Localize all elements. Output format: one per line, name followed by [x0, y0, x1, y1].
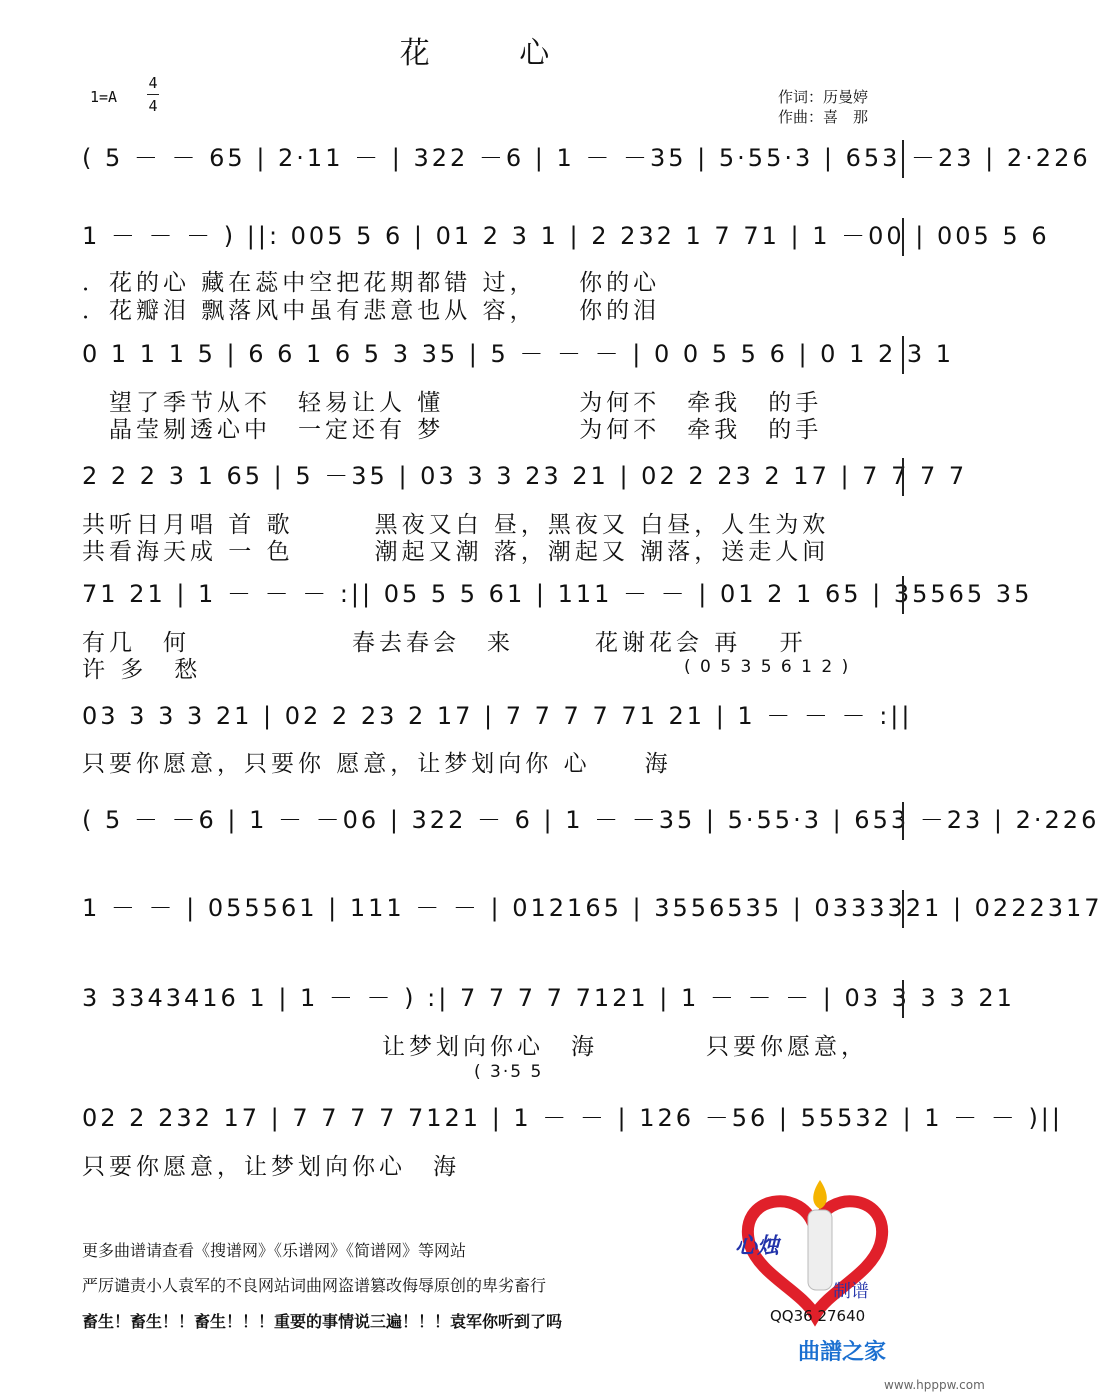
lyric-line: 让梦划向你心 海 只要你愿意，	[382, 1034, 868, 1060]
lyric-line: 望了季节从不 轻易让人 懂 为何不 牵我 的手	[82, 390, 823, 416]
lyricist-credit: 作词：历曼婷	[778, 88, 869, 106]
staff-notes: 03 3 3 3 21 | 02 2 23 2 17 | 7 7 7 7 71 21 | 1 － － － :||	[82, 702, 913, 730]
logo-qq: QQ36 27640	[770, 1307, 866, 1325]
time-signature	[146, 72, 160, 117]
staff-line-3	[82, 334, 955, 384]
meter-bottom: 4	[148, 97, 158, 115]
staff-line-5	[82, 574, 1033, 624]
key-signature: 1=A	[90, 88, 118, 106]
barline	[902, 576, 904, 614]
barline	[902, 218, 904, 256]
lyric-line: 有几 何 春去春会 来 花谢花会 再 开	[82, 630, 807, 656]
staff-notes: ( 5 － －6 | 1 － －06 | 322 － 6 | 1 － －35 | 5·55·3 | 653 －23 | 2·226	[82, 806, 1100, 834]
staff-notes: ( 5 － － 65 | 2·11 － | 322 －6 | 1 － －35 | 5·55·3 | 653 －23 | 2·226	[82, 144, 1091, 172]
lyric-line: 许 多 愁	[82, 657, 202, 683]
site-url: www.hpppw.com	[884, 1378, 985, 1392]
barline	[902, 802, 904, 840]
site-logo-text: 曲譜之家	[798, 1340, 887, 1365]
staff-notes: 2 2 2 3 1 65 | 5 －35 | 03 3 3 23 21 | 02 2 23 2 17 | 7 7 7 7	[82, 462, 968, 490]
staff-notes: 3 3343416 1 | 1 － － ) :| 7 7 7 7 7121 | 1 － － － | 03 3 3 3 21	[82, 984, 1015, 1012]
barline	[902, 458, 904, 496]
barline	[902, 140, 904, 178]
staff-line-7	[82, 800, 1100, 850]
lyric-line: 只要你愿意，让梦划向你心 海	[82, 1154, 460, 1180]
composer-credit: 作曲：喜 那	[778, 108, 869, 126]
staff-line-1	[82, 138, 1091, 188]
lyric-line: 只要你愿意，只要你 愿意，让梦划向你 心 海	[82, 751, 672, 777]
staff-line-8	[82, 888, 1103, 938]
logo-made: 制谱	[833, 1281, 869, 1302]
staff-line-2	[82, 216, 1050, 266]
song-title: 花 心	[399, 36, 590, 71]
ending-fill-notes: ( 3·5 5	[474, 1062, 544, 1082]
candle-logo	[730, 1175, 900, 1325]
staff-notes: 71 21 | 1 － － － :|| 05 5 5 61 | 111 － － | 01 2 1 65 | 35565 35	[82, 580, 1033, 608]
logo-brand: 心烛	[735, 1234, 780, 1259]
barline	[902, 980, 904, 1018]
staff-notes: 0 1 1 1 5 | 6 6 1 6 5 3 35 | 5 － － － | 0 0 5 5 6 | 0 1 2 3 1	[82, 340, 955, 368]
lyric-line: 晶莹剔透心中 一定还有 梦 为何不 牵我 的手	[82, 417, 823, 443]
lyric-line: ．花的心 藏在蕊中空把花期都错 过， 你的心	[82, 270, 661, 296]
footer-notice-3: 畜生！畜生！！畜生！！！重要的事情说三遍！！！袁军你听到了吗	[82, 1312, 563, 1331]
footer-notice-1: 更多曲谱请查看《搜谱网》《乐谱网》《简谱网》等网站	[82, 1241, 467, 1260]
footer-notice-2: 严厉谴责小人袁军的不良网站词曲网盗谱篡改侮辱原创的卑劣畜行	[82, 1276, 547, 1295]
intro-fill-notes: ( 0 5 3 5 6 1 2 )	[684, 657, 851, 677]
barline	[902, 336, 904, 374]
barline	[902, 890, 904, 928]
staff-notes: 02 2 232 17 | 7 7 7 7 7121 | 1 － － | 126 －56 | 55532 | 1 － － )||	[82, 1104, 1063, 1132]
staff-notes: 1 － － － ) ||: 005 5 6 | 01 2 3 1 | 2 232 1 7 71 | 1 －00 | 005 5 6	[82, 222, 1050, 250]
staff-line-9	[82, 978, 1015, 1028]
lyric-line: 共听日月唱 首 歌 黑夜又白 昼，黑夜又 白昼，人生为欢	[82, 512, 830, 538]
meter-bar	[147, 94, 159, 95]
staff-notes: 1 － － | 055561 | 111 － － | 012165 | 3556535 | 0333321 | 0222317	[82, 894, 1103, 922]
flame-icon	[813, 1180, 827, 1209]
candle-body	[808, 1210, 832, 1290]
lyric-line: 共看海天成 一 色 潮起又潮 落，潮起又 潮落，送走人间	[82, 539, 830, 565]
lyric-line: ．花瓣泪 飘落风中虽有悲意也从 容， 你的泪	[82, 298, 661, 324]
staff-line-10	[82, 1098, 1063, 1148]
staff-line-4	[82, 456, 968, 506]
staff-line-6	[82, 696, 913, 746]
meter-top: 4	[148, 74, 158, 92]
